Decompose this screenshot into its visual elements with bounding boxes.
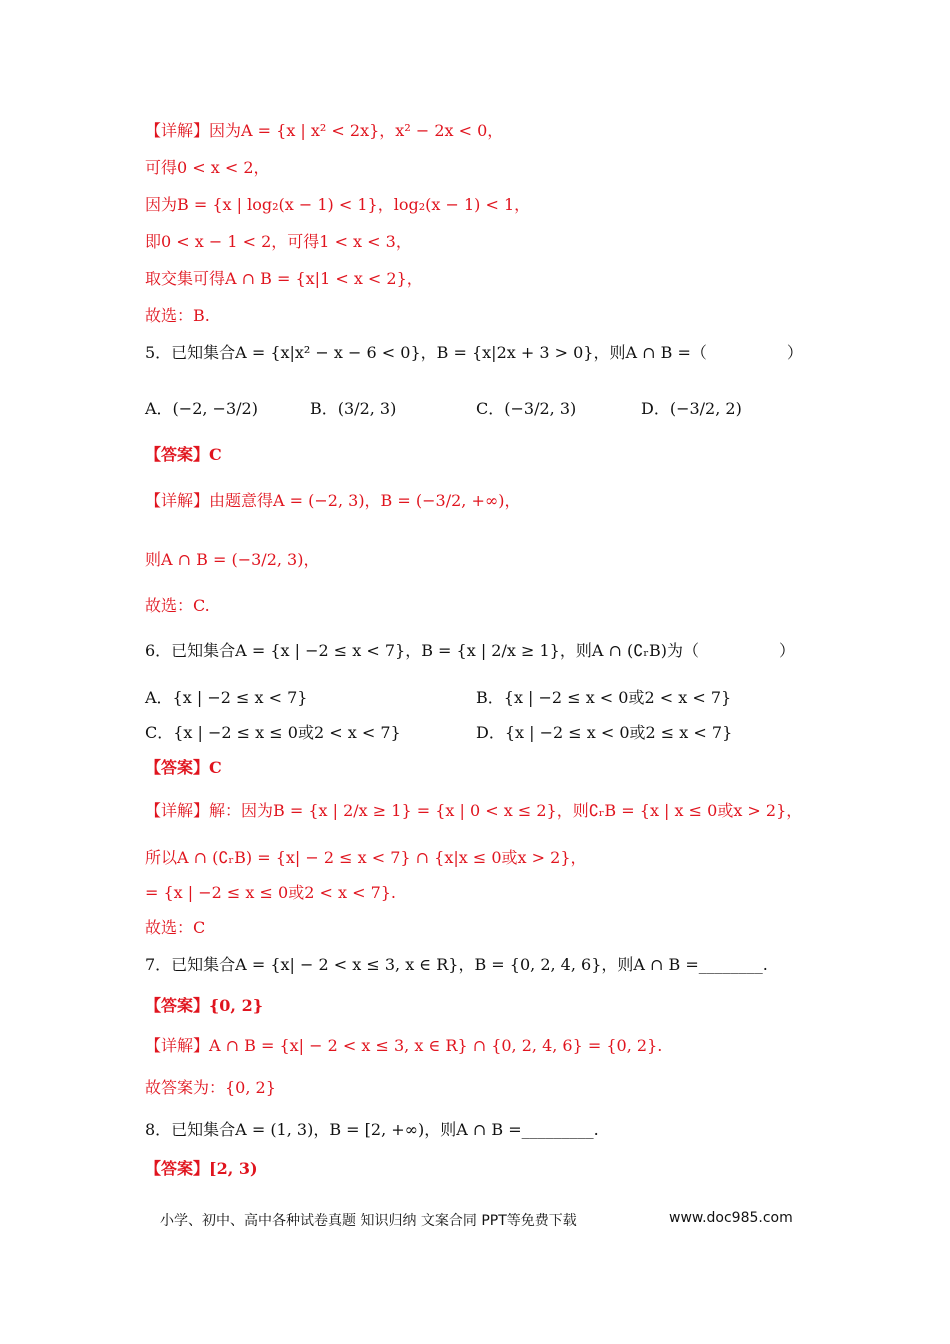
q6-option-d: D．{x | −2 ≤ x < 0或2 ≤ x < 7} xyxy=(476,723,733,742)
q5-option-c: C．(−3/2, 3) xyxy=(476,399,577,418)
q6-option-c: C．{x | −2 ≤ x ≤ 0或2 < x < 7} xyxy=(145,723,401,742)
q5-option-b: B．(3/2, 3) xyxy=(310,399,397,418)
q5-option-a: A．(−2, −3/2) xyxy=(145,399,258,418)
solution-line: 故选：B. xyxy=(145,306,210,325)
page-footer xyxy=(160,1210,800,1230)
q5-detail: 【详解】由题意得A = (−2, 3)，B = (−3/2, +∞)， xyxy=(145,491,521,510)
solution-line: 即0 < x − 1 < 2，可得1 < x < 3， xyxy=(145,232,412,251)
q5-detail: 故选：C. xyxy=(145,596,210,615)
q6-detail: = {x | −2 ≤ x ≤ 0或2 < x < 7}. xyxy=(145,883,397,902)
q8-answer: 【答案】[2, 3) xyxy=(145,1159,258,1178)
solution-line: 可得0 < x < 2， xyxy=(145,158,270,177)
solution-line: 【详解】因为A = {x | x² < 2x}，x² − 2x < 0， xyxy=(145,121,504,140)
q6-option-b: B．{x | −2 ≤ x < 0或2 < x < 7} xyxy=(476,688,732,707)
q7-answer: 【答案】{0, 2} xyxy=(145,996,263,1015)
q6-detail: 【详解】解：因为B = {x | 2/x ≥ 1} = {x | 0 < x ≤ 2}，则∁ᵣB = {x | x ≤ 0或x > 2}， xyxy=(145,801,803,820)
q7-detail: 【详解】A ∩ B = {x| − 2 < x ≤ 3, x ∈ R} ∩ {0, 2, 4, 6} = {0, 2}. xyxy=(145,1036,663,1055)
footer-site-link[interactable]: www.doc985.com xyxy=(669,1210,793,1226)
q6-detail: 所以A ∩ (∁ᵣB) = {x| − 2 ≤ x < 7} ∩ {x|x ≤ 0或x > 2}， xyxy=(145,848,587,867)
q5-detail: 则A ∩ B = (−3/2, 3)， xyxy=(145,550,320,569)
question-5: 5．已知集合A = {x|x² − x − 6 < 0}，B = {x|2x + 3 > 0}，则A ∩ B =（ ） xyxy=(145,343,803,362)
solution-line: 因为B = {x | log₂(x − 1) < 1}，log₂(x − 1) < 1， xyxy=(145,195,531,214)
footer-text: 小学、初中、高中各种试卷真题 知识归纳 文案合同 PPT等免费下载 xyxy=(160,1213,577,1229)
q6-detail: 故选：C xyxy=(145,918,206,937)
question-7: 7．已知集合A = {x| − 2 < x ≤ 3, x ∈ R}，B = {0, 2, 4, 6}，则A ∩ B =________. xyxy=(145,955,768,974)
q5-answer: 【答案】C xyxy=(145,445,222,464)
q6-answer: 【答案】C xyxy=(145,758,222,777)
q5-option-d: D．(−3/2, 2) xyxy=(641,399,742,418)
solution-line: 取交集可得A ∩ B = {x|1 < x < 2}， xyxy=(145,269,423,288)
q7-detail: 故答案为：{0, 2} xyxy=(145,1078,276,1097)
q6-option-a: A．{x | −2 ≤ x < 7} xyxy=(145,688,308,707)
question-6: 6．已知集合A = {x | −2 ≤ x < 7}，B = {x | 2/x ≥ 1}，则A ∩ (∁ᵣB)为（ ） xyxy=(145,641,795,660)
question-8: 8．已知集合A = (1, 3)，B = [2, +∞)，则A ∩ B =_________. xyxy=(145,1120,599,1139)
